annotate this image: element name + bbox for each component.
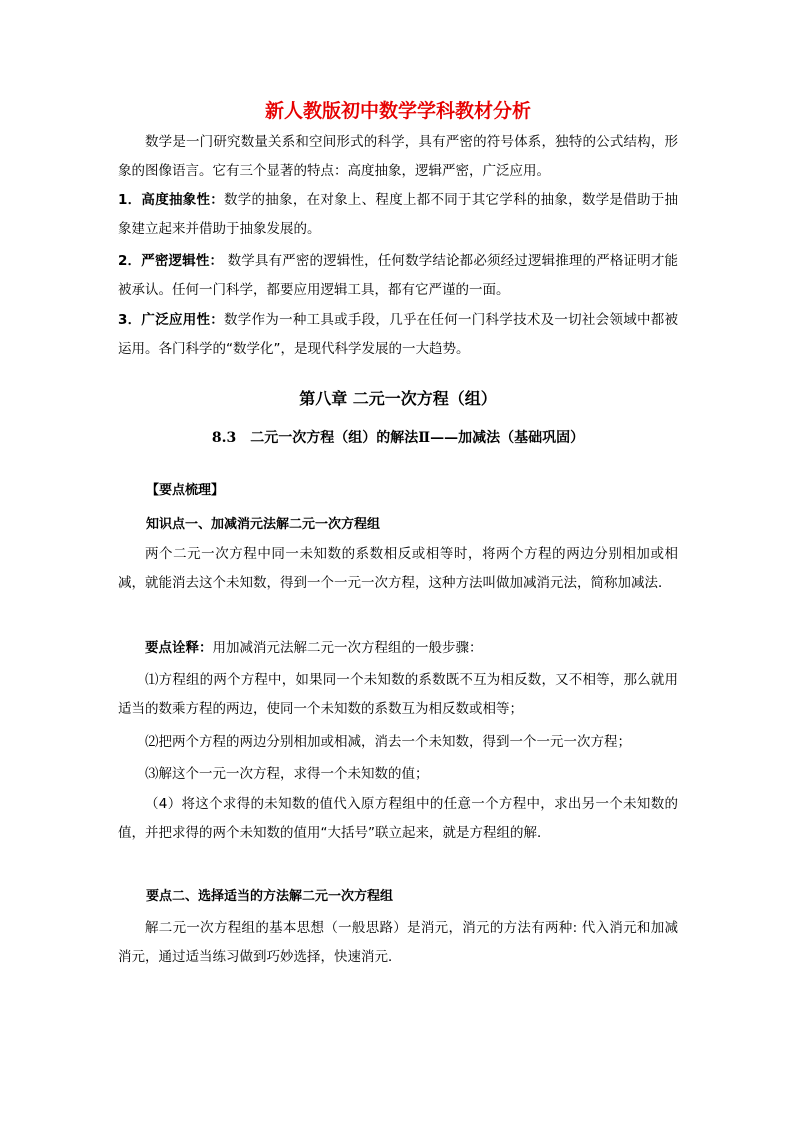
feature-label: 3．广泛应用性： <box>118 312 225 328</box>
feature-label: 2．严密逻辑性： <box>118 253 224 269</box>
feature-abstraction <box>118 186 678 244</box>
intro-paragraph: 数学是一门研究数量关系和空间形式的科学，具有严密的符号体系，独特的公式结构，形象的图像语言。它有三个显著的特点：高度抽象，逻辑严密，广泛应用。 <box>118 134 678 179</box>
point1-heading: 知识点一、加减消元法解二元一次方程组 <box>146 517 381 532</box>
point2-body: 解二元一次方程组的基本思想（一般思路）是消元，消元的方法有两种: 代入消元和加减消元，通过适当练习做到巧妙选择，快速消元． <box>118 920 678 965</box>
point2-heading: 要点二、选择适当的方法解二元一次方程组 <box>146 889 394 904</box>
document-title: 新人教版初中数学学科教材分析 <box>264 100 531 122</box>
feature-application <box>118 306 678 364</box>
note-text: 用加减消元法解二元一次方程组的一般步骤： <box>212 640 483 656</box>
feature-label: 1．高度抽象性： <box>118 192 225 208</box>
step-3: ⑶解这个一元一次方程，求得一个未知数的值； <box>145 766 429 782</box>
note-label: 要点诠释： <box>145 640 213 656</box>
feature-text: 数学具有严密的逻辑性，任何数学结论都必须经过逻辑推理的严格证明才能被承认。任何一门科学，都要应用逻辑工具，都有它严谨的一面。 <box>118 253 678 298</box>
chapter-title: 第八章 二元一次方程（组） <box>299 389 497 408</box>
feature-logic <box>118 247 678 305</box>
feature-text: 数学的抽象，在对象上、程度上都不同于其它学科的抽象，数学是借助于抽象建立起来并借助于抽象发展的。 <box>118 192 678 237</box>
feature-text: 数学作为一种工具或手段，几乎在任何一门科学技术及一切社会领域中都被运用。各门科学的“数学化”，是现代科学发展的一大趋势。 <box>118 312 678 357</box>
section-title: 8.3 二元一次方程（组）的解法Ⅱ——加减法（基础巩固） <box>211 430 585 446</box>
step-4: （4）将这个求得的未知数的值代入原方程组中的任意一个方程中，求出另一个未知数的值，并把求得的两个未知数的值用“大括号”联立起来，就是方程组的解． <box>118 796 678 841</box>
point1-note <box>118 634 678 663</box>
point1-body: 两个二元一次方程中同一未知数的系数相反或相等时，将两个方程的两边分别相加或相减，就能消去这个未知数，得到一个一元一次方程，这种方法叫做加减消元法，简称加减法． <box>118 546 678 591</box>
step-1: ⑴方程组的两个方程中，如果同一个未知数的系数既不互为相反数，又不相等，那么就用适当的数乘方程的两边，使同一个未知数的系数互为相反数或相等； <box>118 672 678 717</box>
step-2: ⑵把两个方程的两边分别相加或相减，消去一个未知数，得到一个一元一次方程； <box>145 734 631 750</box>
summary-heading: 【要点梳理】 <box>146 483 225 498</box>
